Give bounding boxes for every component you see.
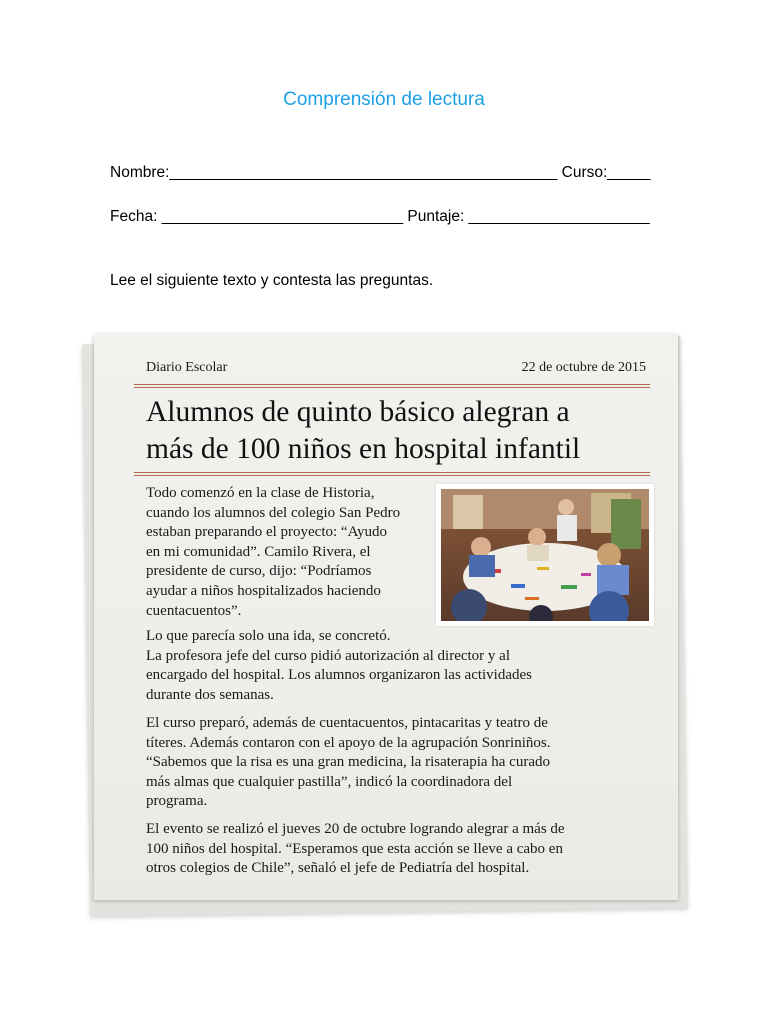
name-course-line[interactable]: Nombre:_____________________________________________ Curso:_____ <box>110 164 651 181</box>
text-line: cuentacuentos”. <box>146 602 242 619</box>
worksheet-title: Comprensión de lectura <box>283 89 485 110</box>
top-rule <box>134 384 650 388</box>
text-line: otros colegios de Chile”, señaló el jefe de Pediatría del hospital. <box>146 860 530 877</box>
text-line: estaban preparando el proyecto: “Ayudo <box>146 524 388 541</box>
paragraph-4 <box>146 820 626 879</box>
text-line: El evento se realizó el jueves 20 de octubre logrando alegrar a más de <box>146 821 565 837</box>
text-line: Todo comenzó en la clase de Historia, <box>146 485 375 501</box>
photo-children-table <box>441 489 649 621</box>
text-line: Lo que parecía solo una ida, se concretó. <box>146 628 391 644</box>
date-score-line[interactable]: Fecha: ____________________________ Puntaje: _____________________ <box>110 208 650 225</box>
publication-date: 22 de octubre de 2015 <box>521 360 646 375</box>
text-line: encargado del hospital. Los alumnos organizaron las actividades <box>146 667 533 684</box>
text-line: más almas que cualquier pastilla”, indicó la coordinadora del <box>146 773 513 790</box>
article-photo <box>436 484 654 626</box>
paragraph-1 <box>146 484 426 621</box>
headline-line: más de 100 niños en hospital infantil <box>146 433 581 465</box>
text-line: presidente de curso, dijo: “Podríamos <box>146 563 372 580</box>
text-line: 100 niños del hospital. “Esperamos que esta acción se lleve a cabo en <box>146 840 563 857</box>
bottom-rule <box>134 472 650 476</box>
instruction-text: Lee el siguiente texto y contesta las preguntas. <box>110 272 434 289</box>
text-line: ayudar a niños hospitalizados haciendo <box>146 582 381 599</box>
paragraph-2 <box>146 627 606 705</box>
text-line: cuando los alumnos del colegio San Pedro <box>146 504 401 521</box>
newspaper-clipping <box>94 334 678 900</box>
text-line: programa. <box>146 793 208 810</box>
text-line: El curso preparó, además de cuentacuentos, pintacaritas y teatro de <box>146 715 548 731</box>
text-line: “Sabemos que la risa es una gran medicina, la risaterapia ha curado <box>146 754 550 771</box>
text-line: títeres. Además contaron con el apoyo de la agrupación Sonriniños. <box>146 734 551 751</box>
text-line: en mi comunidad”. Camilo Rivera, el <box>146 543 371 560</box>
headline <box>146 394 646 468</box>
text-line: La profesora jefe del curso pidió autorización al director y al <box>146 647 511 664</box>
paragraph-3 <box>146 714 626 812</box>
text-line: durante dos semanas. <box>146 686 274 703</box>
publication-name: Diario Escolar <box>146 360 228 375</box>
headline-line: Alumnos de quinto básico alegran a <box>146 396 570 428</box>
